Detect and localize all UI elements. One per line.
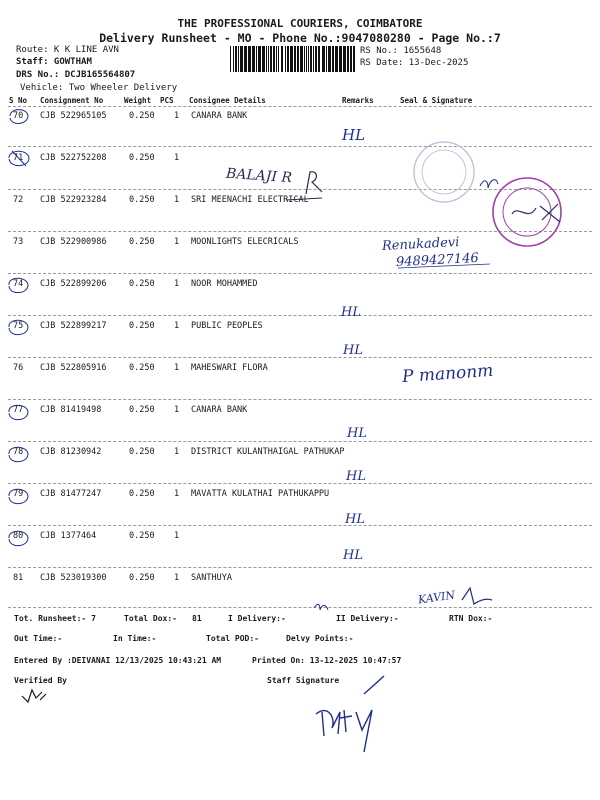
stamp-faded xyxy=(414,142,474,202)
tot-runsheet: Tot. Runsheet:- 7 xyxy=(14,614,96,623)
out-time: Out Time:- xyxy=(14,634,63,643)
sno-circles xyxy=(9,110,29,546)
row-weight: 0.250 xyxy=(129,489,155,499)
printed-on: Printed On: 13-12-2025 10:47:57 xyxy=(252,656,402,665)
row-consignee: MAHESWARI FLORA xyxy=(191,363,268,373)
total-pod: Total POD:- xyxy=(206,634,259,643)
col-consignment: Consignment No xyxy=(40,96,104,105)
row-weight: 0.250 xyxy=(129,405,155,415)
row-pcs: 1 xyxy=(174,111,180,121)
handwritten-name-pmanom: P manonm xyxy=(401,360,494,388)
staff-signature xyxy=(316,676,384,752)
handwritten-phone: 9489427146 xyxy=(395,250,480,271)
row-consignment: CJB 1377464 xyxy=(40,531,97,541)
row-weight: 0.250 xyxy=(129,447,155,457)
handwritten-remark-hl: HL xyxy=(342,126,366,144)
row-weight: 0.250 xyxy=(129,363,155,373)
row-consignment: CJB 522923284 xyxy=(40,195,107,205)
row-weight: 0.250 xyxy=(129,279,155,289)
staff-signature-label: Staff Signature xyxy=(267,676,340,685)
sno-circle-74 xyxy=(9,278,28,292)
row-sno: 80 xyxy=(13,531,24,541)
row-consignment: CJB 522900986 xyxy=(40,237,107,247)
row-consignment: CJB 522899206 xyxy=(40,279,107,289)
row-consignment: CJB 522752208 xyxy=(40,153,107,163)
row-pcs: 1 xyxy=(174,447,180,457)
signature-stroke-r xyxy=(306,172,322,194)
handwritten-remark-hl: HL xyxy=(343,343,363,358)
row-consignee: CANARA BANK xyxy=(191,111,248,121)
total-dox-label: Total Dox:- xyxy=(124,614,177,623)
row-sno: 77 xyxy=(13,405,24,415)
rtn-dox: RTN Dox:- xyxy=(449,614,493,623)
row-sno: 75 xyxy=(13,321,24,331)
row-consignment: CJB 81477247 xyxy=(40,489,102,499)
row-sno: 71 xyxy=(13,153,24,163)
row-pcs: 1 xyxy=(174,195,180,205)
sno-circle-80 xyxy=(9,531,28,545)
row-consignment: CJB 81230942 xyxy=(40,447,102,457)
rs-number: RS No.: 1655648 xyxy=(360,46,442,56)
page-subtitle: Delivery Runsheet - MO - Phone No.:9047080280 - Page No.:7 xyxy=(99,31,501,45)
row-weight: 0.250 xyxy=(129,237,155,247)
handwritten-remark-hl: HL xyxy=(346,469,366,484)
signature-stroke-kavin xyxy=(462,588,492,604)
handwritten-remark-hl: HL xyxy=(347,426,367,441)
page-title: THE PROFESSIONAL COURIERS, COIMBATORE xyxy=(177,17,423,30)
row-weight: 0.250 xyxy=(129,531,155,541)
vehicle: Vehicle: Two Wheeler Delivery xyxy=(20,83,178,93)
row-consignee: PUBLIC PEOPLES xyxy=(191,321,263,331)
row-pcs: 1 xyxy=(174,153,180,163)
signature-stroke-i-delivery xyxy=(314,604,328,610)
row-consignment: CJB 522899217 xyxy=(40,321,107,331)
delvy-points: Delvy Points:- xyxy=(286,634,354,643)
row-pcs: 1 xyxy=(174,573,180,583)
row-sno: 73 xyxy=(13,237,24,247)
row-pcs: 1 xyxy=(174,363,180,373)
row-consignee: SANTHUYA xyxy=(191,573,232,583)
rs-date: RS Date: 13-Dec-2025 xyxy=(360,58,469,68)
verified-by: Verified By xyxy=(14,676,67,685)
sno-circle-79 xyxy=(9,489,28,503)
drs-number: DRS No.: DCJB165564807 xyxy=(16,70,136,80)
signature-stroke-u xyxy=(480,180,498,188)
row-weight: 0.250 xyxy=(129,321,155,331)
underline-stroke xyxy=(286,198,322,200)
total-dox-value: 81 xyxy=(192,614,202,623)
sno-circle-77 xyxy=(9,405,28,419)
row-pcs: 1 xyxy=(174,489,180,499)
staff: Staff: GOWTHAM xyxy=(16,57,92,67)
row-weight: 0.250 xyxy=(129,195,155,205)
in-time: In Time:- xyxy=(113,634,157,643)
handwritten-remark-hl: HL xyxy=(341,305,361,320)
col-seal: Seal & Signature xyxy=(400,96,473,105)
sno-circle-70 xyxy=(10,110,28,124)
row-pcs: 1 xyxy=(174,405,180,415)
col-remarks: Remarks xyxy=(342,96,374,105)
row-sno: 74 xyxy=(13,279,24,289)
route: Route: K K LINE AVN xyxy=(16,45,119,55)
row-weight: 0.250 xyxy=(129,573,155,583)
row-weight: 0.250 xyxy=(129,111,155,121)
row-consignment: CJB 522965105 xyxy=(40,111,107,121)
sno-circle-75 xyxy=(9,320,28,334)
sno-circle-71 xyxy=(9,151,29,166)
verified-initials xyxy=(22,690,46,702)
stamp-purple xyxy=(493,178,561,246)
row-weight: 0.250 xyxy=(129,153,155,163)
handwritten-name-renu: Renukadevi xyxy=(381,234,460,255)
row-consignment: CJB 522805916 xyxy=(40,363,107,373)
row-sno: 76 xyxy=(13,363,24,373)
sno-circle-78 xyxy=(9,447,28,461)
row-pcs: 1 xyxy=(174,531,180,541)
row-consignee: DISTRICT KULANTHAIGAL PATHUKAP xyxy=(191,447,345,457)
row-sno: 72 xyxy=(13,195,24,205)
row-pcs: 1 xyxy=(174,237,180,247)
handwritten-remark-hl: HL xyxy=(345,512,365,527)
i-delivery: I Delivery:- xyxy=(228,614,286,623)
col-weight: Weight xyxy=(124,96,152,105)
handwritten-name-balaji: BALAJI R xyxy=(225,165,293,187)
col-consignee: Consignee Details xyxy=(189,96,266,105)
row-consignee: CANARA BANK xyxy=(191,405,248,415)
row-sno: 78 xyxy=(13,447,24,457)
underline-phone xyxy=(398,264,490,268)
row-consignee: SRI MEENACHI ELECTRICAL xyxy=(191,195,309,205)
col-pcs: PCS xyxy=(160,96,174,105)
row-sno: 70 xyxy=(13,111,24,121)
col-sno: S No xyxy=(9,96,28,105)
row-consignee: MOONLIGHTS ELECRICALS xyxy=(191,237,299,247)
row-sno: 81 xyxy=(13,573,24,583)
row-pcs: 1 xyxy=(174,321,180,331)
row-sno: 79 xyxy=(13,489,24,499)
entered-by: Entered By :DEIVANAI 12/13/2025 10:43:21 AM xyxy=(14,656,222,665)
row-consignment: CJB 81419498 xyxy=(40,405,102,415)
row-pcs: 1 xyxy=(174,279,180,289)
row-consignment: CJB 523019300 xyxy=(40,573,107,583)
handwritten-remark-hl: HL xyxy=(343,548,363,563)
handwritten-name-kavin: KAVIN xyxy=(417,588,456,607)
row-consignee: MAVATTA KULATHAI PATHUKAPPU xyxy=(191,489,330,499)
ii-delivery: II Delivery:- xyxy=(336,614,399,623)
row-consignee: NOOR MOHAMMED xyxy=(191,279,258,289)
